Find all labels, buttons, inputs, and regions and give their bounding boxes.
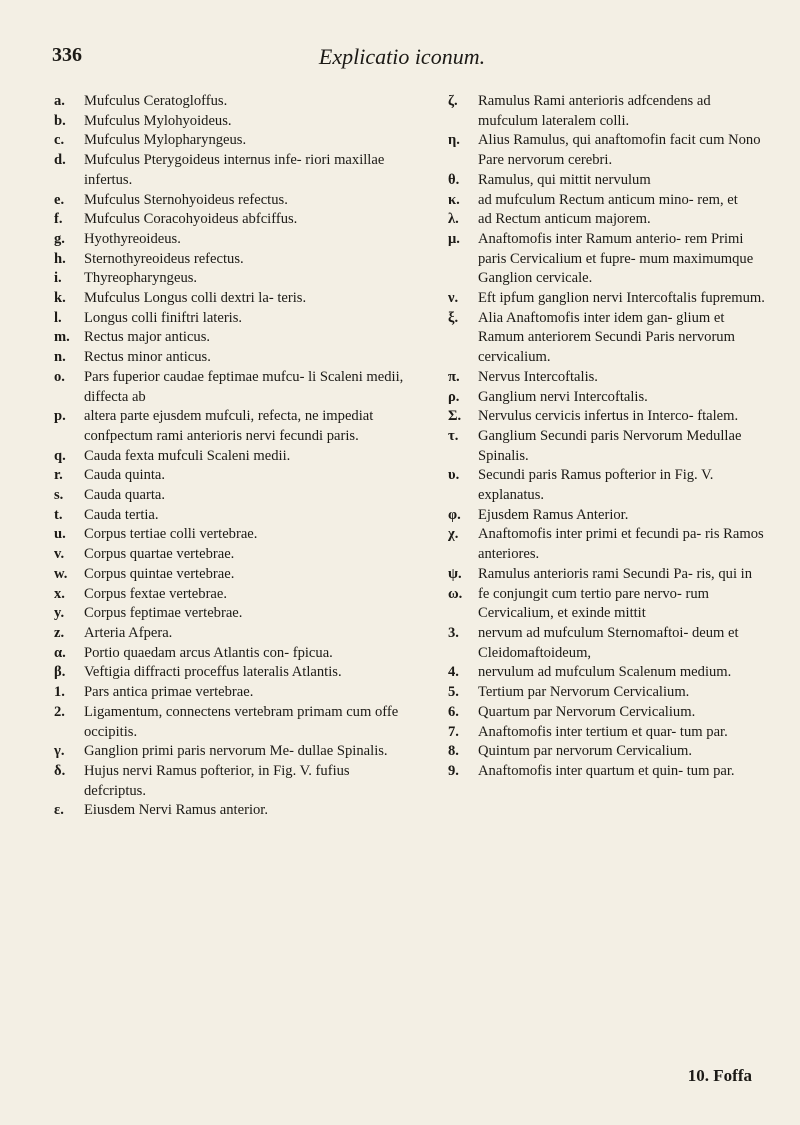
legend-mark: ξ. xyxy=(448,309,459,326)
legend-mark: κ. xyxy=(448,191,460,208)
legend-entry xyxy=(448,663,768,683)
legend-text: Ganglion primi paris nervorum Me- dullae Spinalis. xyxy=(84,743,388,760)
legend-text: ad Rectum anticum majorem. xyxy=(478,211,651,228)
legend-mark: n. xyxy=(54,349,66,366)
legend-text: Cauda fexta mufculi Scaleni medii. xyxy=(84,447,291,464)
legend-entry xyxy=(448,565,768,585)
legend-mark: π. xyxy=(448,368,460,385)
legend-text: Mufculus Coracohyoideus abfciffus. xyxy=(84,211,298,228)
legend-mark: q. xyxy=(54,447,66,464)
legend-text: Mufculus Mylohyoideus. xyxy=(84,112,232,129)
legend-text: Tertium par Nervorum Cervicalium. xyxy=(478,684,690,701)
legend-text: Ramulus anterioris rami Secundi Pa- ris, qui in xyxy=(478,565,752,582)
legend-text: Arteria Afpera. xyxy=(84,624,173,641)
legend-entry xyxy=(448,92,768,131)
legend-entry xyxy=(54,525,414,545)
legend-text: Hujus nervi Ramus pofterior, in Fig. V. fufius defcriptus. xyxy=(84,762,350,799)
legend-entry xyxy=(54,585,414,605)
legend-mark: h. xyxy=(54,250,66,267)
legend-text: Quintum par nervorum Cervicalium. xyxy=(478,743,692,760)
legend-entry xyxy=(54,230,414,250)
legend-text: Eft ipfum ganglion nervi Intercoftalis fupremum. xyxy=(478,290,765,307)
legend-entry xyxy=(448,703,768,723)
legend-text: Secundi paris Ramus pofterior in Fig. V. explanatus. xyxy=(478,467,714,504)
legend-text: fe conjungit cum tertio pare nervo- rum Cervicalium, et exinde mittit xyxy=(478,585,709,622)
legend-text: Mufculus Mylopharyngeus. xyxy=(84,132,247,149)
legend-entry xyxy=(54,269,414,289)
legend-mark: t. xyxy=(54,506,63,523)
page-header xyxy=(52,36,752,76)
legend-text: Anaftomofis inter tertium et quar- tum par. xyxy=(478,723,728,740)
legend-entry xyxy=(54,309,414,329)
legend-mark: 6. xyxy=(448,703,459,720)
legend-mark: u. xyxy=(54,526,66,543)
legend-entry xyxy=(54,663,414,683)
legend-mark: g. xyxy=(54,230,65,247)
legend-text: Portio quaedam arcus Atlantis con- fpicua. xyxy=(84,644,333,661)
legend-mark: m. xyxy=(54,329,70,346)
legend-entry xyxy=(448,466,768,505)
legend-entry xyxy=(54,328,414,348)
legend-entry xyxy=(54,644,414,664)
legend-text: Mufculus Sternohyoideus refectus. xyxy=(84,191,288,208)
legend-mark: x. xyxy=(54,585,65,602)
legend-mark: e. xyxy=(54,191,65,208)
legend-entry xyxy=(448,624,768,663)
legend-text: Quartum par Nervorum Cervicalium. xyxy=(478,703,696,720)
legend-mark: τ. xyxy=(448,427,459,444)
legend-entry xyxy=(448,171,768,191)
legend-text: nervulum ad mufculum Scalenum medium. xyxy=(478,664,732,681)
legend-entry xyxy=(54,368,414,407)
legend-entry xyxy=(448,585,768,624)
legend-entry xyxy=(54,131,414,151)
legend-mark: l. xyxy=(54,309,62,326)
legend-entry xyxy=(54,762,414,801)
legend-text: Eiusdem Nervi Ramus anterior. xyxy=(84,802,269,819)
legend-entry xyxy=(54,506,414,526)
legend-entry xyxy=(54,624,414,644)
legend-mark: α. xyxy=(54,644,66,661)
legend-mark: ζ. xyxy=(448,93,458,109)
legend-text: Nervulus cervicis infertus in Interco- ftalem. xyxy=(478,408,739,425)
legend-entry xyxy=(54,151,414,190)
legend-entry xyxy=(54,191,414,211)
legend-mark: 5. xyxy=(448,684,459,701)
legend-text: Mufculus Ceratogloffus. xyxy=(84,93,228,109)
left-column xyxy=(54,92,414,821)
legend-text: Corpus quintae vertebrae. xyxy=(84,565,235,582)
legend-mark: 1. xyxy=(54,684,65,701)
legend-text: Alius Ramulus, qui anaftomofin facit cum Nono Pare nervorum cerebri. xyxy=(478,132,761,169)
legend-mark: ψ. xyxy=(448,565,462,582)
legend-entry xyxy=(54,604,414,624)
legend-text: Anaftomofis inter primi et fecundi pa- ris Ramos anteriores. xyxy=(478,526,764,563)
legend-entry xyxy=(54,210,414,230)
legend-entry xyxy=(448,525,768,564)
legend-mark: ω. xyxy=(448,585,463,602)
legend-mark: γ. xyxy=(54,743,65,760)
legend-text: Cauda quarta. xyxy=(84,487,166,504)
catchword: 10. Foffa xyxy=(687,1066,752,1085)
legend-entry xyxy=(54,801,414,821)
legend-mark: ε. xyxy=(54,802,64,819)
page-number: 336 xyxy=(52,44,82,66)
legend-entry xyxy=(448,683,768,703)
legend-mark: k. xyxy=(54,290,66,307)
legend-mark: f. xyxy=(54,211,63,228)
legend-entry xyxy=(54,683,414,703)
legend-text: Anaftomofis inter quartum et quin- tum par. xyxy=(478,762,735,779)
legend-mark: p. xyxy=(54,408,66,425)
legend-text: Pars fuperior caudae feptimae mufcu- li Scaleni medii, diffecta ab xyxy=(84,368,404,405)
legend-mark: ν. xyxy=(448,290,459,307)
legend-text: Ganglium Secundi paris Nervorum Medullae Spinalis. xyxy=(478,427,742,464)
legend-entry xyxy=(54,466,414,486)
legend-mark: v. xyxy=(54,546,65,563)
legend-text: Thyreopharyngeus. xyxy=(84,270,198,287)
legend-entry xyxy=(54,486,414,506)
legend-mark: Σ. xyxy=(448,408,462,425)
legend-entry xyxy=(448,742,768,762)
legend-mark: y. xyxy=(54,605,65,622)
legend-text: Corpus fextae vertebrae. xyxy=(84,585,228,602)
legend-text: ad mufculum Rectum anticum mino- rem, et xyxy=(478,191,738,208)
legend-text: Cauda quinta. xyxy=(84,467,166,484)
legend-text: Ramulus Rami anterioris adfcendens ad mufculum lateralem colli. xyxy=(478,93,711,129)
legend-mark: ρ. xyxy=(448,388,460,405)
legend-entry xyxy=(54,545,414,565)
legend-text: Ligamentum, connectens vertebram primam cum offe occipitis. xyxy=(84,703,399,740)
legend-mark: φ. xyxy=(448,506,461,523)
legend-entry xyxy=(448,506,768,526)
legend-mark: s. xyxy=(54,487,64,504)
legend-entry xyxy=(54,703,414,742)
legend-text: Anaftomofis inter Ramum anterio- rem Primi paris Cervicalium et fupre- mum maximumque Ganglion cervicale. xyxy=(478,230,754,287)
legend-mark: υ. xyxy=(448,467,460,484)
running-title: Explicatio iconum. xyxy=(318,44,486,69)
legend-text: Veftigia diffracti proceffus lateralis Atlantis. xyxy=(84,664,342,681)
right-column xyxy=(448,92,768,782)
legend-text: Alia Anaftomofis inter idem gan- glium et Ramum anteriorem Secundi Paris nervorum cervicalium. xyxy=(478,309,735,366)
legend-text: Corpus feptimae vertebrae. xyxy=(84,605,243,622)
legend-entry xyxy=(54,565,414,585)
legend-mark: 8. xyxy=(448,743,459,760)
legend-mark: λ. xyxy=(448,211,459,228)
legend-mark: c. xyxy=(54,132,65,149)
legend-text: Nervus Intercoftalis. xyxy=(478,368,598,385)
legend-mark: b. xyxy=(54,112,66,129)
legend-mark: 3. xyxy=(448,624,459,641)
legend-entry xyxy=(448,388,768,408)
legend-mark: 4. xyxy=(448,664,459,681)
legend-text: Rectus major anticus. xyxy=(84,329,211,346)
legend-text: nervum ad mufculum Sternomaftoi- deum et Cleidomaftoideum, xyxy=(478,624,739,661)
legend-mark: χ. xyxy=(448,526,459,543)
legend-mark: 2. xyxy=(54,703,65,720)
legend-entry xyxy=(448,230,768,289)
legend-mark: a. xyxy=(54,93,65,109)
legend-entry xyxy=(448,131,768,170)
legend-entry xyxy=(54,407,414,446)
legend-mark: r. xyxy=(54,467,63,484)
legend-entry xyxy=(54,250,414,270)
legend-mark: 9. xyxy=(448,762,459,779)
legend-entry xyxy=(448,289,768,309)
legend-text: Longus colli finiftri lateris. xyxy=(84,309,243,326)
legend-entry xyxy=(448,407,768,427)
legend-text: Mufculus Longus colli dextri la- teris. xyxy=(84,290,307,307)
legend-mark: β. xyxy=(54,664,66,681)
legend-text: Hyothyreoideus. xyxy=(84,230,181,247)
legend-text: Ganglium nervi Intercoftalis. xyxy=(478,388,648,405)
legend-entry xyxy=(54,112,414,132)
legend-text: Ejusdem Ramus Anterior. xyxy=(478,506,629,523)
legend-text: Corpus quartae vertebrae. xyxy=(84,546,235,563)
legend-entry xyxy=(448,368,768,388)
legend-entry xyxy=(448,723,768,743)
legend-mark: η. xyxy=(448,132,460,149)
legend-text: Cauda tertia. xyxy=(84,506,159,523)
legend-mark: z. xyxy=(54,624,65,641)
legend-entry xyxy=(448,191,768,211)
legend-mark: δ. xyxy=(54,762,66,779)
legend-text: Pars antica primae vertebrae. xyxy=(84,684,254,701)
legend-entry xyxy=(448,762,768,782)
legend-mark: o. xyxy=(54,368,65,385)
legend-text: Mufculus Pterygoideus internus infe- riori maxillae infertus. xyxy=(84,152,385,188)
legend-text: Corpus tertiae colli vertebrae. xyxy=(84,526,258,543)
legend-entry xyxy=(448,309,768,368)
legend-entry xyxy=(54,447,414,467)
legend-mark: i. xyxy=(54,270,62,287)
legend-entry xyxy=(54,348,414,368)
legend-mark: d. xyxy=(54,152,66,169)
legend-text: altera parte ejusdem mufculi, refecta, ne impediat confpectum rami anterioris nervi fecundi paris. xyxy=(84,408,374,444)
legend-mark: 7. xyxy=(448,723,459,740)
legend-entry xyxy=(54,742,414,762)
legend-entry xyxy=(54,92,414,112)
legend-text: Ramulus, qui mittit nervulum xyxy=(478,171,651,188)
legend-mark: μ. xyxy=(448,230,460,247)
legend-mark: θ. xyxy=(448,171,460,188)
legend-text: Sternothyreoideus refectus. xyxy=(84,250,244,267)
legend-text: Rectus minor anticus. xyxy=(84,349,211,366)
legend-entry xyxy=(448,210,768,230)
legend-entry xyxy=(54,289,414,309)
legend-entry xyxy=(448,427,768,466)
legend-mark: w. xyxy=(54,565,68,582)
